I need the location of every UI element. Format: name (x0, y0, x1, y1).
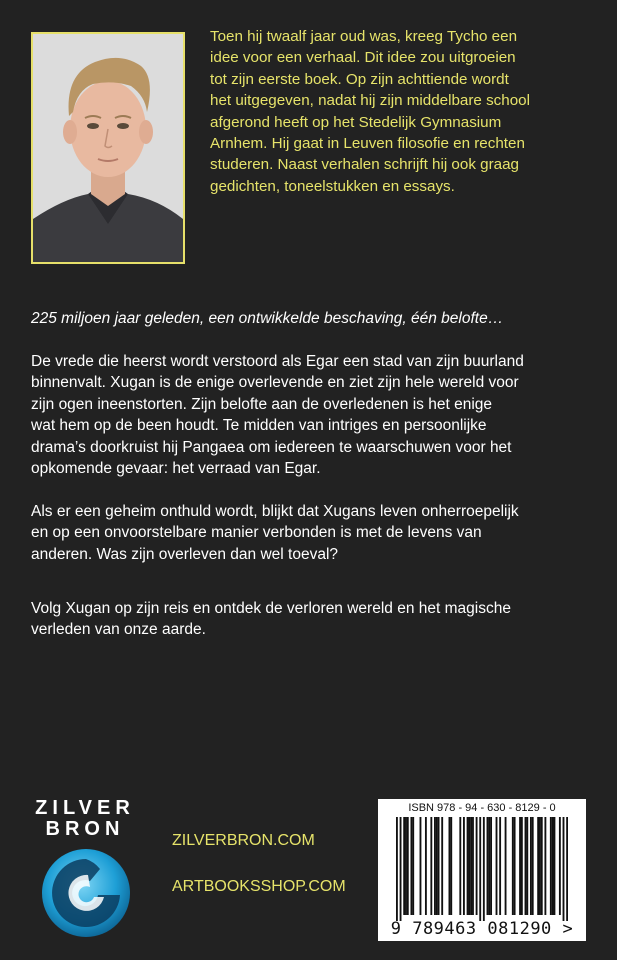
barcode-bar (434, 817, 436, 915)
barcode-bar (505, 817, 507, 915)
barcode-bar (514, 817, 516, 915)
barcode-bar (521, 817, 523, 915)
blurb-line: zijn ogen ineenstorten. Zijn belofte aan de overledenen is het enige (31, 395, 493, 413)
blurb-line: De vrede die heerst wordt verstoord als Egar een stad van zijn buurland (31, 353, 524, 370)
barcode-bar (541, 817, 543, 915)
barcode-bar (420, 817, 422, 915)
isbn-digit-group-2: 081290 (487, 919, 552, 939)
barcode-guard-bar (563, 817, 565, 921)
barcode-bar (519, 817, 521, 915)
shop-website-link[interactable]: ARTBOOKSSHOP.COM (172, 878, 346, 895)
blurb-line: verleden van onze aarde. (31, 621, 206, 639)
barcode-bar (412, 817, 414, 915)
bio-line: tot zijn eerste boek. Op zijn achttiende wordt (210, 70, 509, 88)
barcode-bar (537, 817, 539, 915)
barcode-bar (405, 817, 407, 915)
publisher-website-link[interactable]: ZILVERBRON.COM (172, 832, 315, 849)
barcode-bars (396, 817, 568, 921)
barcode-bar (438, 817, 440, 915)
barcode-bar (496, 817, 498, 915)
barcode-bar (552, 817, 554, 915)
isbn-end-marker: > (562, 919, 574, 939)
barcode-bar (468, 817, 470, 915)
blurb-line: Volg Xugan op zijn reis en ontdek de verloren wereld en het magische (31, 600, 511, 617)
blurb-line: Als er een geheim onthuld wordt, blijkt dat Xugans leven onherroepelijk (31, 503, 519, 520)
isbn-barcode (378, 799, 586, 941)
blurb-line: binnenvalt. Xugan is de enige overlevende en ziet zijn hele wereld voor (31, 374, 519, 392)
barcode-bar (499, 817, 501, 915)
barcode-bar (544, 817, 546, 915)
isbn-label: ISBN 978 - 94 - 630 - 8129 - 0 (408, 802, 556, 814)
barcode-bar (539, 817, 541, 915)
blurb-line: en op een onvoorstelbare manier verbonden is met de levens van (31, 524, 482, 542)
barcode-bar (450, 817, 452, 915)
barcode-guard-bar (396, 817, 398, 921)
publisher-name-line-1: ZILVER (35, 797, 135, 819)
blurb-line: drama’s doorkruist hij Pangaea om iedereen te waarschuwen voor het (31, 438, 512, 456)
author-bio (210, 26, 588, 197)
barcode-bar (463, 817, 465, 915)
bio-line: het uitgegeven, nadat hij zijn middelbare school (210, 92, 530, 110)
blurb-line: wat hem op de been houdt. Te midden van intriges en persoonlijke (31, 417, 487, 435)
barcode-bar (490, 817, 492, 915)
barcode-bar (525, 817, 527, 915)
barcode-bar (550, 817, 552, 915)
barcode-bar (430, 817, 432, 915)
blurb-line: anderen. Was zijn overleven dan wel toeval? (31, 545, 339, 563)
blurb-line: opkomende gevaar: het verraad van Egar. (31, 460, 321, 478)
zilverbron-swirl-logo-icon (38, 845, 134, 941)
isbn-digit-group-1: 789463 (412, 919, 477, 939)
author-photo (31, 32, 185, 264)
barcode-bar (526, 817, 528, 915)
barcode-guard-bar (479, 817, 481, 921)
barcode-bar (403, 817, 405, 915)
bio-line: studeren. Naast verhalen schrijft hij ook graag (210, 156, 519, 174)
isbn-digits (378, 919, 586, 939)
barcode-guard-bar (400, 817, 402, 921)
tagline: 225 miljoen jaar geleden, een ontwikkelde beschaving, één belofte… (31, 310, 504, 327)
isbn-digit-first: 9 (390, 919, 402, 939)
bio-line: Toen hij twaalf jaar oud was, kreeg Tycho een (210, 28, 518, 45)
barcode-bar (476, 817, 478, 915)
barcode-bar (554, 817, 556, 915)
barcode-guard-bar (483, 817, 485, 921)
barcode-bar (472, 817, 474, 915)
barcode-bar (459, 817, 461, 915)
barcode-bar (449, 817, 451, 915)
barcode-guard-bar (566, 817, 568, 921)
barcode-bar (559, 817, 561, 915)
publisher-name-line-2: BRON (45, 818, 125, 840)
barcode-bar (467, 817, 469, 915)
barcode-bar (530, 817, 532, 915)
barcode-bar (470, 817, 472, 915)
barcode-bar (410, 817, 412, 915)
blurb-paragraph-2 (31, 501, 588, 565)
blurb-paragraph-1 (31, 351, 588, 479)
barcode-bar (441, 817, 443, 915)
blurb-paragraph-3 (31, 598, 588, 641)
barcode-bar (407, 817, 409, 915)
barcode-bar (487, 817, 489, 915)
barcode-bar (436, 817, 438, 915)
bio-line: afgerond heeft op het Stedelijk Gymnasium (210, 113, 502, 131)
barcode-bar (532, 817, 534, 915)
bio-line: gedichten, toneelstukken en essays. (210, 177, 455, 195)
barcode-bar (488, 817, 490, 915)
bio-line: idee voor een verhaal. Dit idee zou uitgroeien (210, 49, 516, 67)
barcode-bar (425, 817, 427, 915)
author-portrait-icon (33, 34, 183, 262)
bio-line: Arnhem. Hij gaat in Leuven filosofie en rechten (210, 135, 525, 153)
barcode-bar (512, 817, 514, 915)
